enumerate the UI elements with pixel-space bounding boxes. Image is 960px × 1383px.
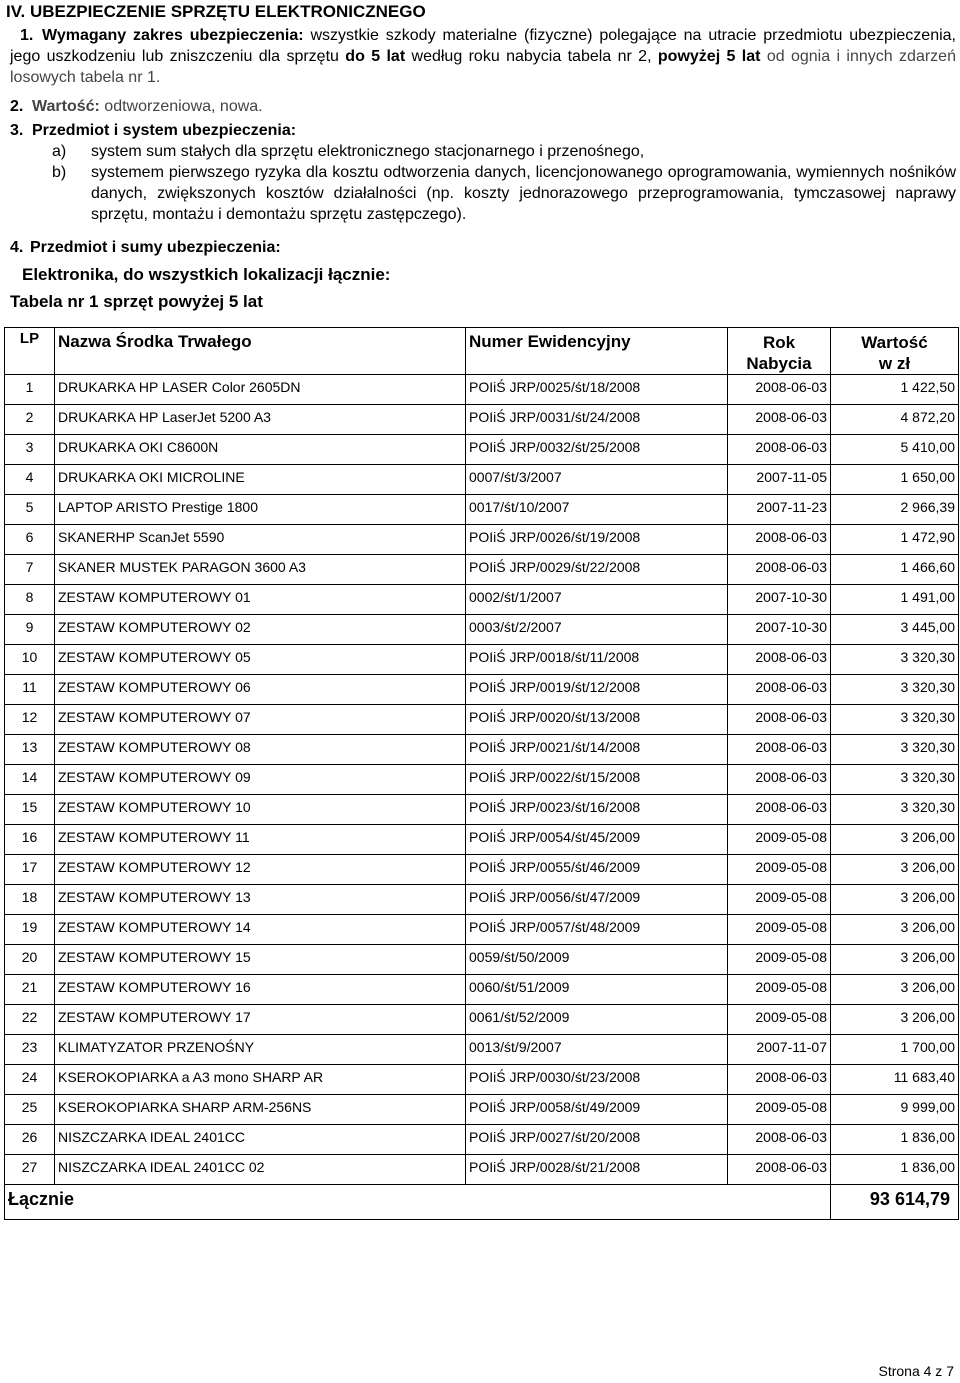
cell-lp: 1 [5,375,55,405]
cell-date: 2008-06-03 [728,675,831,705]
cell-lp: 2 [5,405,55,435]
cell-number: POIiŚ JRP/0055/śt/46/2009 [466,855,728,885]
cell-value: 1 836,00 [831,1155,959,1185]
cell-date: 2008-06-03 [728,1125,831,1155]
cell-number: POIiŚ JRP/0026/śt/19/2008 [466,525,728,555]
page-footer [878,1363,954,1379]
cell-date: 2009-05-08 [728,945,831,975]
cell-name: DRUKARKA OKI MICROLINE [55,465,466,495]
cell-value: 1 422,50 [831,375,959,405]
table-caption: Tabela nr 1 sprzęt powyżej 5 lat [10,292,263,311]
table-row [5,765,959,795]
table-row [5,405,959,435]
cell-number: 0060/śt/51/2009 [466,975,728,1005]
cell-lp: 20 [5,945,55,975]
section-1-title: Wymagany zakres ubezpieczenia: [42,27,304,44]
page-label: Strona [878,1363,924,1379]
cell-lp: 8 [5,585,55,615]
table-row [5,375,959,405]
cell-name: DRUKARKA OKI C8600N [55,435,466,465]
table-row [5,735,959,765]
cell-name: ZESTAW KOMPUTEROWY 08 [55,735,466,765]
cell-number: POIiŚ JRP/0025/śt/18/2008 [466,375,728,405]
list-item-letter: b) [52,164,67,181]
table-row [5,855,959,885]
table-row [5,465,959,495]
cell-name: SKANER MUSTEK PARAGON 3600 A3 [55,555,466,585]
cell-name: ZESTAW KOMPUTEROWY 14 [55,915,466,945]
cell-lp: 26 [5,1125,55,1155]
cell-date: 2008-06-03 [728,765,831,795]
cell-number: 0061/śt/52/2009 [466,1005,728,1035]
cell-date: 2008-06-03 [728,405,831,435]
table-row [5,585,959,615]
cell-value: 3 206,00 [831,855,959,885]
column-header-lp: LP [5,328,55,375]
cell-name: ZESTAW KOMPUTEROWY 10 [55,795,466,825]
table-header-row [5,328,959,375]
cell-number: POIiŚ JRP/0028/śt/21/2008 [466,1155,728,1185]
section-4 [10,237,956,258]
cell-number: POIiŚ JRP/0027/śt/20/2008 [466,1125,728,1155]
list-item [52,141,956,162]
cell-lp: 21 [5,975,55,1005]
cell-lp: 17 [5,855,55,885]
cell-lp: 25 [5,1095,55,1125]
cell-value: 3 206,00 [831,1005,959,1035]
section-2 [10,96,956,117]
cell-date: 2007-11-05 [728,465,831,495]
cell-lp: 18 [5,885,55,915]
cell-value: 3 320,30 [831,675,959,705]
cell-date: 2009-05-08 [728,1095,831,1125]
table-row [5,945,959,975]
cell-lp: 4 [5,465,55,495]
cell-number: 0059/śt/50/2009 [466,945,728,975]
cell-date: 2008-06-03 [728,375,831,405]
table-row [5,1125,959,1155]
cell-date: 2008-06-03 [728,1155,831,1185]
table-row [5,645,959,675]
cell-lp: 3 [5,435,55,465]
cell-value: 3 445,00 [831,615,959,645]
section-1-text-a: wszystkie szkody materialne (fizyczne) polegające na utracie przedmiotu ubezpieczenia, jego uszkodzeniu lub zniszczeniu dla sprzętu [10,27,956,65]
cell-date: 2008-06-03 [728,1065,831,1095]
table-row [5,1005,959,1035]
cell-number: POIiŚ JRP/0057/śt/48/2009 [466,915,728,945]
table-row [5,1035,959,1065]
table-row [5,1065,959,1095]
cell-number: 0013/śt/9/2007 [466,1035,728,1065]
table-row [5,615,959,645]
cell-value: 3 320,30 [831,795,959,825]
cell-date: 2009-05-08 [728,825,831,855]
cell-lp: 10 [5,645,55,675]
section-3-number: 3. [10,122,24,139]
cell-lp: 12 [5,705,55,735]
cell-number: POIiŚ JRP/0023/śt/16/2008 [466,795,728,825]
column-header-value-line2: w zł [878,354,911,373]
cell-value: 3 206,00 [831,975,959,1005]
table-row [5,705,959,735]
cell-name: ZESTAW KOMPUTEROWY 15 [55,945,466,975]
section-1-text-b: według roku nabycia tabela nr 2, [405,48,658,65]
column-header-year-line1: Rok [762,333,796,352]
cell-number: 0017/śt/10/2007 [466,495,728,525]
cell-name: ZESTAW KOMPUTEROWY 17 [55,1005,466,1035]
cell-lp: 19 [5,915,55,945]
table-body [5,375,959,1185]
cell-lp: 24 [5,1065,55,1095]
cell-number: POIiŚ JRP/0018/śt/11/2008 [466,645,728,675]
assets-table [4,327,959,1220]
cell-date: 2009-05-08 [728,855,831,885]
column-header-value-line1: Wartość [861,333,928,352]
cell-name: NISZCZARKA IDEAL 2401CC [55,1125,466,1155]
total-label: Łącznie [5,1185,466,1220]
page-total: 7 [946,1363,954,1379]
cell-date: 2007-10-30 [728,615,831,645]
section-3 [10,120,956,225]
table-row [5,885,959,915]
cell-number: POIiŚ JRP/0058/śt/49/2009 [466,1095,728,1125]
cell-date: 2007-11-07 [728,1035,831,1065]
cell-value: 1 472,90 [831,525,959,555]
page-of: z [931,1363,947,1379]
cell-lp: 7 [5,555,55,585]
cell-number: POIiŚ JRP/0056/śt/47/2009 [466,885,728,915]
cell-value: 3 206,00 [831,915,959,945]
cell-value: 1 836,00 [831,1125,959,1155]
column-header-value [831,328,959,375]
cell-name: LAPTOP ARISTO Prestige 1800 [55,495,466,525]
total-spacer [466,1185,831,1220]
table-row [5,915,959,945]
cell-name: ZESTAW KOMPUTEROWY 13 [55,885,466,915]
section-4-title: Przedmiot i sumy ubezpieczenia: [30,239,281,256]
cell-date: 2008-06-03 [728,705,831,735]
cell-value: 2 966,39 [831,495,959,525]
cell-date: 2009-05-08 [728,975,831,1005]
cell-value: 3 320,30 [831,765,959,795]
cell-number: POIiŚ JRP/0021/śt/14/2008 [466,735,728,765]
cell-date: 2009-05-08 [728,915,831,945]
cell-number: 0007/śt/3/2007 [466,465,728,495]
section-4-number: 4. [10,239,24,256]
column-header-year [728,328,831,375]
total-value: 93 614,79 [831,1185,959,1220]
cell-number: POIiŚ JRP/0031/śt/24/2008 [466,405,728,435]
section-heading: IV. UBEZPIECZENIE SPRZĘTU ELEKTRONICZNEGO [6,2,426,21]
column-header-year-line2: Nabycia [746,354,812,373]
cell-name: SKANERHP ScanJet 5590 [55,525,466,555]
list-item [52,162,956,225]
list-item-text: systemem pierwszego ryzyka dla kosztu odtworzenia danych, licencjonowanego oprogramowania, wymiennych nośników danych, zwiększonych kosztów działalności (np. koszty jednorazowego przeprogramowania, tymczasowej naprawy sprzętu, montażu i demontażu sprzętu zastępczego). [91,164,956,223]
cell-name: KSEROKOPIARKA a A3 mono SHARP AR [55,1065,466,1095]
section-2-number: 2. [10,98,24,115]
cell-number: POIiŚ JRP/0020/śt/13/2008 [466,705,728,735]
cell-number: POIiŚ JRP/0019/śt/12/2008 [466,675,728,705]
cell-value: 3 206,00 [831,885,959,915]
table-row [5,525,959,555]
section-3-list [52,141,956,225]
table-row [5,555,959,585]
table-row [5,1155,959,1185]
cell-date: 2009-05-08 [728,1005,831,1035]
cell-name: ZESTAW KOMPUTEROWY 02 [55,615,466,645]
cell-date: 2008-06-03 [728,645,831,675]
cell-value: 3 320,30 [831,705,959,735]
table-row [5,825,959,855]
cell-name: ZESTAW KOMPUTEROWY 12 [55,855,466,885]
cell-number: POIiŚ JRP/0022/śt/15/2008 [466,765,728,795]
cell-date: 2008-06-03 [728,525,831,555]
section-2-text: odtworzeniowa, nowa. [99,98,263,115]
cell-name: ZESTAW KOMPUTEROWY 07 [55,705,466,735]
cell-number: POIiŚ JRP/0032/śt/25/2008 [466,435,728,465]
column-header-number: Numer Ewidencyjny [466,328,728,375]
cell-name: DRUKARKA HP LaserJet 5200 A3 [55,405,466,435]
cell-date: 2007-10-30 [728,585,831,615]
cell-name: ZESTAW KOMPUTEROWY 01 [55,585,466,615]
cell-date: 2008-06-03 [728,735,831,765]
list-item-letter: a) [52,143,67,160]
cell-value: 11 683,40 [831,1065,959,1095]
cell-lp: 27 [5,1155,55,1185]
cell-value: 5 410,00 [831,435,959,465]
cell-name: DRUKARKA HP LASER Color 2605DN [55,375,466,405]
cell-value: 3 320,30 [831,735,959,765]
cell-lp: 6 [5,525,55,555]
section-1-paragraph [10,25,956,88]
cell-lp: 15 [5,795,55,825]
cell-date: 2009-05-08 [728,885,831,915]
cell-number: POIiŚ JRP/0029/śt/22/2008 [466,555,728,585]
table-row [5,795,959,825]
cell-name: NISZCZARKA IDEAL 2401CC 02 [55,1155,466,1185]
section-1-text-c: od ognia i innych zdarzeń losowych tabela nr 1. [10,48,956,86]
cell-lp: 9 [5,615,55,645]
section-2-title: Wartość: [32,98,100,115]
table-row [5,975,959,1005]
section-1-number: 1. [20,27,34,44]
cell-value: 3 320,30 [831,645,959,675]
cell-name: KLIMATYZATOR PRZENOŚNY [55,1035,466,1065]
total-row [5,1185,959,1220]
cell-name: ZESTAW KOMPUTEROWY 09 [55,765,466,795]
cell-lp: 14 [5,765,55,795]
cell-number: 0002/śt/1/2007 [466,585,728,615]
cell-name: ZESTAW KOMPUTEROWY 16 [55,975,466,1005]
cell-lp: 23 [5,1035,55,1065]
cell-value: 1 491,00 [831,585,959,615]
cell-name: ZESTAW KOMPUTEROWY 06 [55,675,466,705]
cell-lp: 16 [5,825,55,855]
cell-date: 2008-06-03 [728,795,831,825]
cell-lp: 11 [5,675,55,705]
table-row [5,1095,959,1125]
table-row [5,435,959,465]
page-number: 4 [923,1363,932,1379]
cell-value: 1 700,00 [831,1035,959,1065]
table-row [5,675,959,705]
location-label: Elektronika, do wszystkich lokalizacji łącznie: [22,265,391,284]
cell-lp: 13 [5,735,55,765]
cell-name: KSEROKOPIARKA SHARP ARM-256NS [55,1095,466,1125]
cell-lp: 5 [5,495,55,525]
cell-value: 1 650,00 [831,465,959,495]
column-header-name: Nazwa Środka Trwałego [55,328,466,375]
cell-name: ZESTAW KOMPUTEROWY 11 [55,825,466,855]
cell-value: 3 206,00 [831,825,959,855]
cell-value: 9 999,00 [831,1095,959,1125]
cell-value: 3 206,00 [831,945,959,975]
cell-number: POIiŚ JRP/0030/śt/23/2008 [466,1065,728,1095]
cell-value: 1 466,60 [831,555,959,585]
cell-name: ZESTAW KOMPUTEROWY 05 [55,645,466,675]
cell-date: 2008-06-03 [728,555,831,585]
cell-lp: 22 [5,1005,55,1035]
section-1 [10,25,956,88]
cell-number: POIiŚ JRP/0054/śt/45/2009 [466,825,728,855]
list-item-text: system sum stałych dla sprzętu elektronicznego stacjonarnego i przenośnego, [91,143,645,160]
table-row [5,495,959,525]
section-3-title: Przedmiot i system ubezpieczenia: [32,122,297,139]
cell-value: 4 872,20 [831,405,959,435]
section-1-bold-b: powyżej 5 lat [657,48,761,65]
cell-date: 2007-11-23 [728,495,831,525]
cell-date: 2008-06-03 [728,435,831,465]
cell-number: 0003/śt/2/2007 [466,615,728,645]
section-1-bold-a: do 5 lat [345,48,406,65]
